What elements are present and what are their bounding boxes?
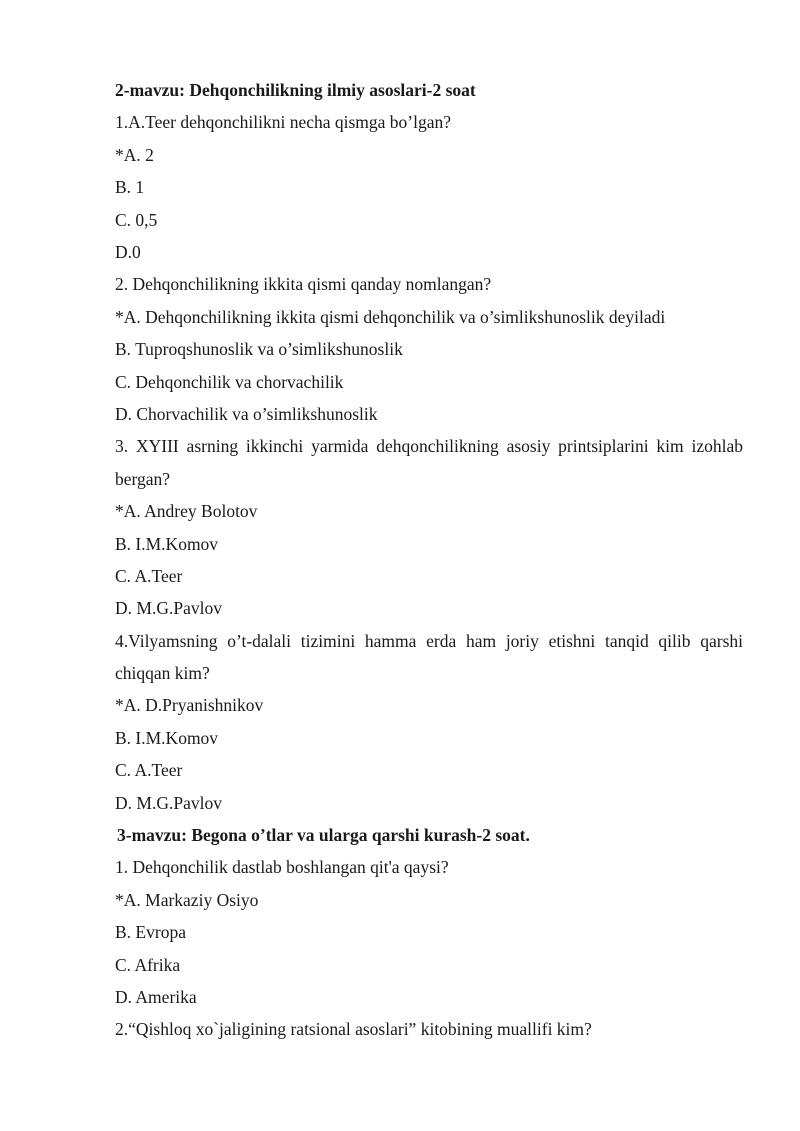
answer-option: C. 0,5	[115, 209, 158, 230]
answer-option: B. Tuproqshunoslik va o’simlikshunoslik	[115, 339, 403, 360]
answer-option: *A. 2	[115, 144, 154, 165]
answer-option: *A. D.Pryanishnikov	[115, 695, 264, 716]
question-text: 2.“Qishloq xo`jaligining ratsional asoslari” kitobining muallifi kim?	[115, 1019, 592, 1040]
answer-option: D. Chorvachilik va o’simlikshunoslik	[115, 403, 378, 424]
answer-option: C. Dehqonchilik va chorvachilik	[115, 371, 344, 392]
answer-option: D.0	[115, 241, 141, 262]
question-text: 4.Vilyamsning o’t-dalali tizimini hamma erda ham joriy etishni tanqid qilib qarshi chiqqan kim?	[115, 630, 743, 684]
answer-option: *A. Dehqonchilikning ikkita qismi dehqonchilik va o’simlikshunoslik deyiladi	[115, 306, 666, 327]
answer-option: C. A.Teer	[115, 565, 183, 586]
answer-option: B. 1	[115, 177, 145, 198]
answer-option: *A. Markaziy Osiyo	[115, 889, 259, 910]
answer-option: D. M.G.Pavlov	[115, 598, 222, 619]
answer-option: B. Evropa	[115, 922, 186, 943]
answer-option: C. A.Teer	[115, 760, 183, 781]
question-text: 2. Dehqonchilikning ikkita qismi qanday nomlangan?	[115, 274, 492, 295]
answer-option: D. M.G.Pavlov	[115, 792, 222, 813]
question-text: 1.A.Teer dehqonchilikni necha qismga bo’lgan?	[115, 112, 452, 133]
answer-option: B. I.M.Komov	[115, 533, 219, 554]
document-page	[115, 74, 743, 1046]
answer-option: D. Amerika	[115, 987, 197, 1007]
answer-option: B. I.M.Komov	[115, 727, 219, 748]
section-heading: 3-mavzu: Begona o’tlar va ularga qarshi kurash-2 soat.	[117, 825, 530, 846]
section-heading: 2-mavzu: Dehqonchilikning ilmiy asoslari-2 soat	[115, 80, 476, 100]
answer-option: C. Afrika	[115, 954, 181, 975]
question-text: 1. Dehqonchilik dastlab boshlangan qit'a qaysi?	[115, 857, 449, 878]
answer-option: *A. Andrey Bolotov	[115, 501, 258, 522]
question-text: 3. XYIII asrning ikkinchi yarmida dehqonchilikning asosiy printsiplarini kim izohlab bergan?	[115, 436, 743, 489]
